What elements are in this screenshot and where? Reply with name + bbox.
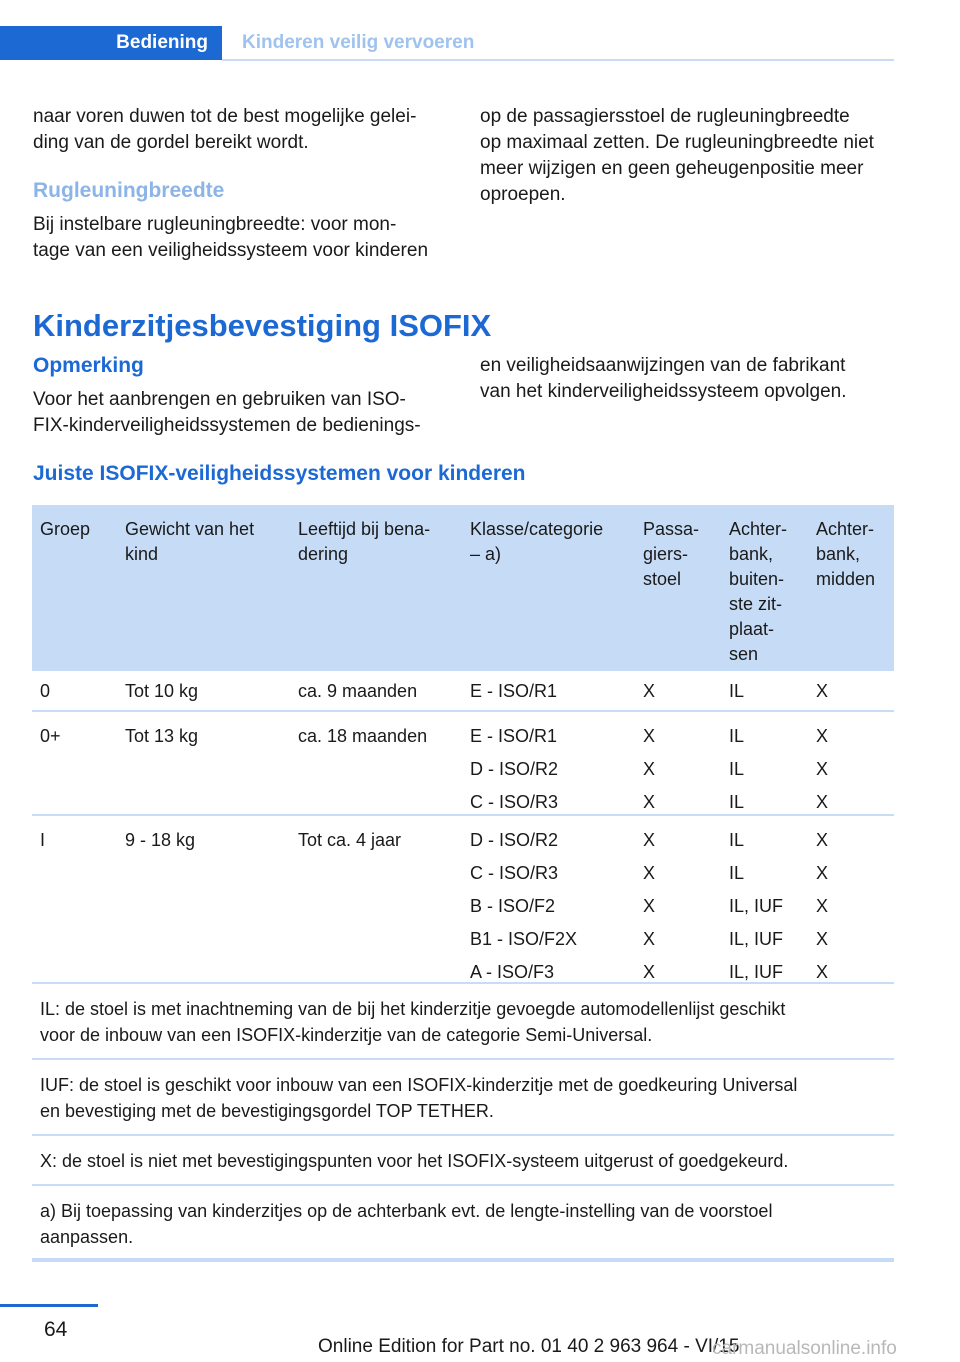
section-tab: Bediening	[0, 26, 222, 60]
header-passagiersstoel	[643, 517, 699, 592]
cell-line: IL, IUF	[729, 962, 784, 982]
cell-buiten	[729, 679, 744, 712]
text-line: Voor het aanbrengen en gebruiken van ISO-	[33, 389, 406, 410]
header-line: Passa-	[643, 519, 700, 539]
header-line: buiten-	[729, 569, 785, 589]
isofix-left-text	[33, 387, 421, 439]
cell-line: C - ISO/R3	[470, 792, 559, 812]
header-line: bank,	[816, 544, 861, 564]
cell-leeftijd: ca. 18 maanden	[298, 726, 428, 746]
header-line: midden	[816, 569, 876, 589]
table-note-a	[32, 1186, 894, 1260]
cell-line: X	[816, 896, 829, 916]
cell-line: IL	[729, 830, 745, 850]
cell-line: D - ISO/R2	[470, 759, 559, 779]
note-line: voor de inbouw van een ISOFIX-kinderzitje van de categorie Semi-Universal.	[40, 1025, 653, 1045]
section-heading-rugleuningbreedte: Rugleuningbreedte	[33, 179, 225, 202]
cell-gewicht: 9 - 18 kg	[125, 830, 196, 850]
header-line: kind	[125, 544, 159, 564]
note-line: X: de stoel is niet met bevestigingspunten voor het ISOFIX-systeem uitgerust of goedgekeurd.	[40, 1151, 789, 1171]
cell-line: C - ISO/R3	[470, 863, 559, 883]
header-line: bank,	[729, 544, 774, 564]
text-line: op de passagiersstoel de rugleuningbreedte	[480, 106, 850, 127]
header-line: sen	[729, 644, 759, 664]
cell-groep: 0	[40, 681, 51, 701]
cell-line: E - ISO/R1	[470, 726, 558, 746]
cell-leeftijd: ca. 9 maanden	[298, 681, 418, 701]
header-leeftijd	[298, 517, 430, 567]
cell-line: X	[816, 929, 829, 949]
table-note-x	[32, 1136, 894, 1186]
cell-line: IL	[729, 726, 745, 746]
cell-line: X	[643, 929, 656, 949]
cell-line: X	[643, 726, 656, 746]
cell-line: X	[816, 759, 829, 779]
cell-line: A - ISO/F3	[470, 962, 555, 982]
cell-line: X	[816, 726, 829, 746]
header-achterbank-buiten	[729, 517, 787, 667]
cell-line: IL	[729, 681, 745, 701]
cell-line: B - ISO/F2	[470, 896, 556, 916]
cell-line: X	[643, 962, 656, 982]
cell-line: X	[643, 896, 656, 916]
page-number-rule	[0, 1304, 98, 1307]
text-line: meer wijzigen en geen geheugenpositie meer	[480, 158, 864, 179]
subsection-title: Kinderen veilig vervoeren	[242, 32, 475, 53]
page-number: 64	[44, 1318, 68, 1341]
isofix-title: Kinderzitjesbevestiging ISOFIX	[33, 308, 492, 343]
cell-line: IL, IUF	[729, 896, 784, 916]
note-line: aanpassen.	[40, 1227, 134, 1247]
text-line: oproepen.	[480, 184, 566, 205]
cell-passagier	[643, 679, 655, 712]
header-line: stoel	[643, 569, 682, 589]
cell-passagier	[643, 828, 655, 993]
cell-line: IL	[729, 792, 745, 812]
cell-groep: I	[40, 830, 46, 850]
cell-line: E - ISO/R1	[470, 681, 558, 701]
table-header-row	[32, 505, 894, 671]
table-row	[32, 712, 894, 816]
cell-midden	[816, 724, 828, 823]
cell-gewicht: Tot 10 kg	[125, 681, 199, 701]
cell-passagier	[643, 724, 655, 823]
note-line: IL: de stoel is met inachtneming van de bij het kinderzitje gevoegde automodellenlijst geschikt	[40, 999, 786, 1019]
table-note-il	[32, 984, 894, 1060]
header-groep	[40, 517, 90, 542]
edition-text: Online Edition for Part no. 01 40 2 963 964 - VI/15	[318, 1336, 740, 1357]
header-line: Klasse/categorie	[470, 519, 604, 539]
cell-line: X	[816, 830, 829, 850]
text-line: naar voren duwen tot de best mogelijke gelei-	[33, 106, 417, 127]
table-note-iuf	[32, 1060, 894, 1136]
text-line: tage van een veiligheidssysteem voor kinderen	[33, 240, 429, 261]
intro-right-text	[480, 104, 874, 208]
header-line: Groep	[40, 519, 91, 539]
header-line: Achter-	[729, 519, 788, 539]
table-row	[32, 816, 894, 984]
cell-line: X	[816, 792, 829, 812]
table-heading: Juiste ISOFIX-veiligheidssystemen voor kinderen	[33, 462, 526, 485]
watermark-text: carmanualsonline.info	[712, 1338, 897, 1359]
table-row	[32, 671, 894, 712]
cell-line: X	[816, 681, 829, 701]
cell-line: X	[643, 830, 656, 850]
cell-line: IL	[729, 863, 745, 883]
note-heading: Opmerking	[33, 354, 144, 377]
isofix-right-text	[480, 353, 847, 405]
header-klasse	[470, 517, 603, 567]
header-line: plaat-	[729, 619, 775, 639]
cell-klasse	[470, 724, 558, 823]
note-line: a) Bij toepassing van kinderzitjes op de achterbank evt. de lengte-instelling van de voorstoel	[40, 1201, 773, 1221]
header-line: Achter-	[816, 519, 875, 539]
note-line: IUF: de stoel is geschikt voor inbouw van een ISOFIX-kinderzitje met de goedkeuring Universal	[40, 1075, 798, 1095]
cell-groep: 0+	[40, 726, 61, 746]
isofix-table	[32, 505, 894, 1262]
cell-leeftijd: Tot ca. 4 jaar	[298, 830, 402, 850]
header-line: Gewicht van het	[125, 519, 255, 539]
cell-line: IL	[729, 759, 745, 779]
header-line: giers-	[643, 544, 689, 564]
cell-line: X	[643, 681, 656, 701]
note-line: en bevestiging met de bevestigingsgordel TOP TETHER.	[40, 1101, 494, 1121]
header-line: – a)	[470, 544, 502, 564]
intro-left-text	[33, 104, 416, 156]
text-line: FIX-kinderveiligheidssystemen de bedienings-	[33, 415, 421, 436]
cell-line: X	[643, 792, 656, 812]
cell-midden	[816, 828, 828, 993]
cell-line: X	[816, 863, 829, 883]
rugleuning-text	[33, 212, 428, 264]
header-line: Leeftijd bij bena-	[298, 519, 431, 539]
cell-line: X	[816, 962, 829, 982]
cell-line: X	[643, 759, 656, 779]
text-line: Bij instelbare rugleuningbreedte: voor mon-	[33, 214, 397, 235]
header-gewicht	[125, 517, 254, 567]
cell-klasse	[470, 828, 577, 993]
header-divider	[222, 59, 894, 61]
cell-line: D - ISO/R2	[470, 830, 559, 850]
text-line: op maximaal zetten. De rugleuningbreedte niet	[480, 132, 874, 153]
text-line: ding van de gordel bereikt wordt.	[33, 132, 309, 153]
cell-gewicht: Tot 13 kg	[125, 726, 199, 746]
text-line: en veiligheidsaanwijzingen van de fabrikant	[480, 355, 846, 376]
cell-line: IL, IUF	[729, 929, 784, 949]
header-achterbank-midden	[816, 517, 875, 592]
header-line: dering	[298, 544, 349, 564]
cell-buiten	[729, 724, 744, 823]
page-header	[0, 26, 894, 62]
cell-buiten	[729, 828, 783, 993]
text-line: van het kinderveiligheidssysteem opvolgen.	[480, 381, 847, 402]
cell-klasse	[470, 679, 557, 712]
cell-line: X	[643, 863, 656, 883]
cell-line: B1 - ISO/F2X	[470, 929, 578, 949]
header-line: ste zit-	[729, 594, 783, 614]
cell-midden	[816, 679, 828, 712]
